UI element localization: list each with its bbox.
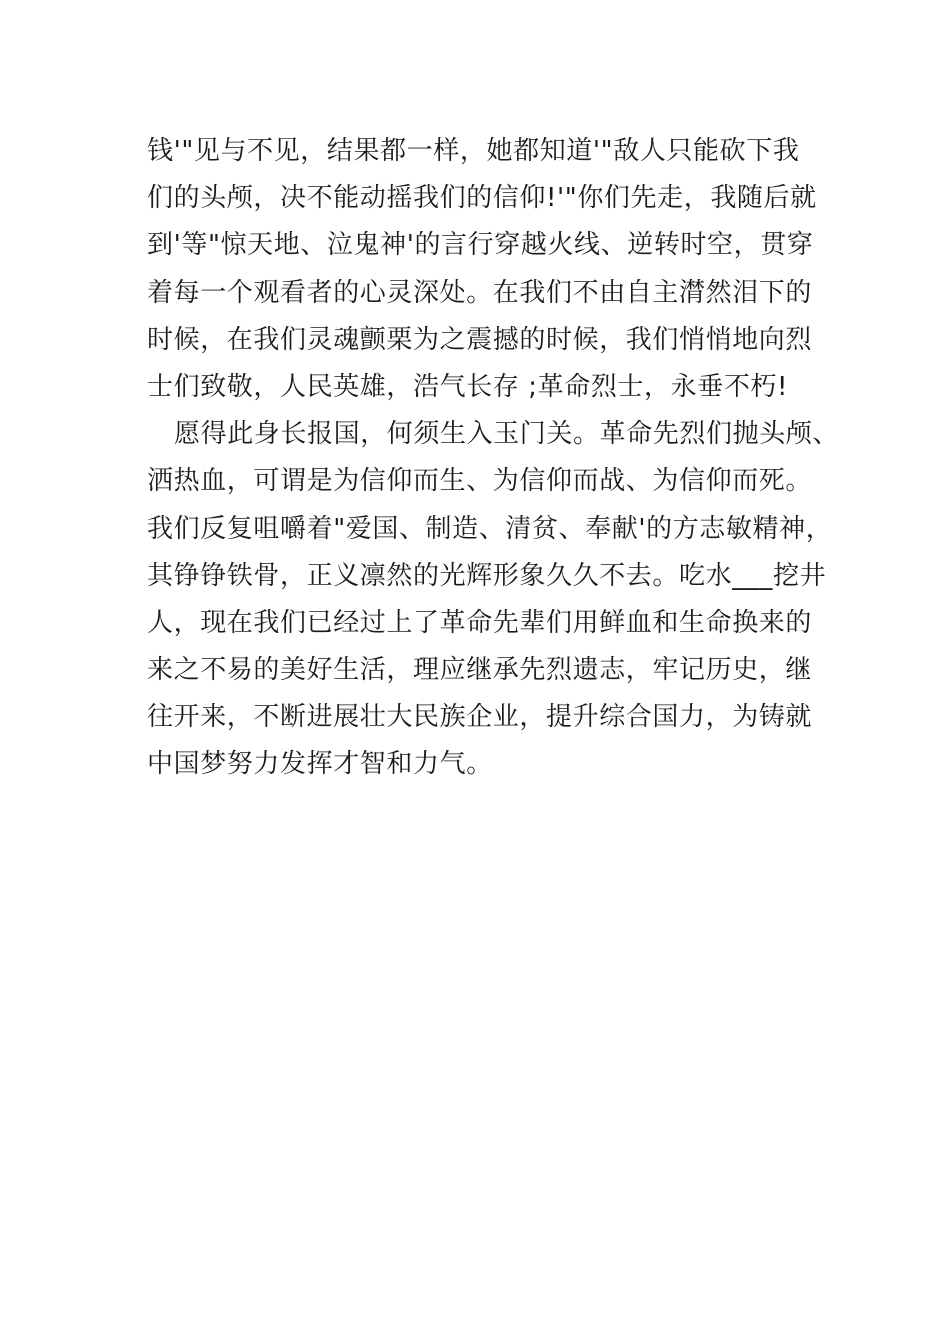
text-line: 洒热血，可谓是为信仰而生、为信仰而战、为信仰而死。 (147, 466, 813, 497)
text-line: 时候，在我们灵魂颤栗为之震撼的时候，我们悄悄地向烈 (147, 324, 813, 355)
text-line: 来之不易的美好生活，理应继承先烈遗志，牢记历史，继 (147, 655, 813, 686)
text-line: 到'等"惊天地、泣鬼神'的言行穿越火线、逆转时空，贯穿 (147, 230, 814, 261)
paragraph-1 (147, 128, 837, 411)
document-body (147, 128, 840, 789)
text-line: 其铮铮铁骨，正义凛然的光辉形象久久不去。吃水___挖井 (147, 560, 827, 591)
text-line: 中国梦努力发挥才智和力气。 (147, 749, 493, 780)
text-line: 们的头颅，决不能动摇我们的信仰!'"你们先走，我随后就 (147, 183, 817, 214)
text-line: 人，现在我们已经过上了革命先辈们用鲜血和生命换来的 (147, 607, 813, 638)
text-line: 着每一个观看者的心灵深处。在我们不由自主潸然泪下的 (147, 277, 813, 308)
text-line: 钱'"见与不见，结果都一样，她都知道'"敌人只能砍下我 (147, 136, 800, 166)
text-line: 我们反复咀嚼着"爱国、制造、清贫、奉献'的方志敏精神， (147, 513, 833, 544)
text-line: 往开来，不断进展壮大民族企业，提升综合国力，为铸就 (147, 702, 813, 733)
text-line: 士们致敬，人民英雄，浩气长存 ;革命烈士，永垂不朽! (147, 371, 789, 402)
text-line: 愿得此身长报国，何须生入玉门关。革命先烈们抛头颅、 (174, 419, 840, 450)
paragraph-2 (147, 411, 840, 789)
